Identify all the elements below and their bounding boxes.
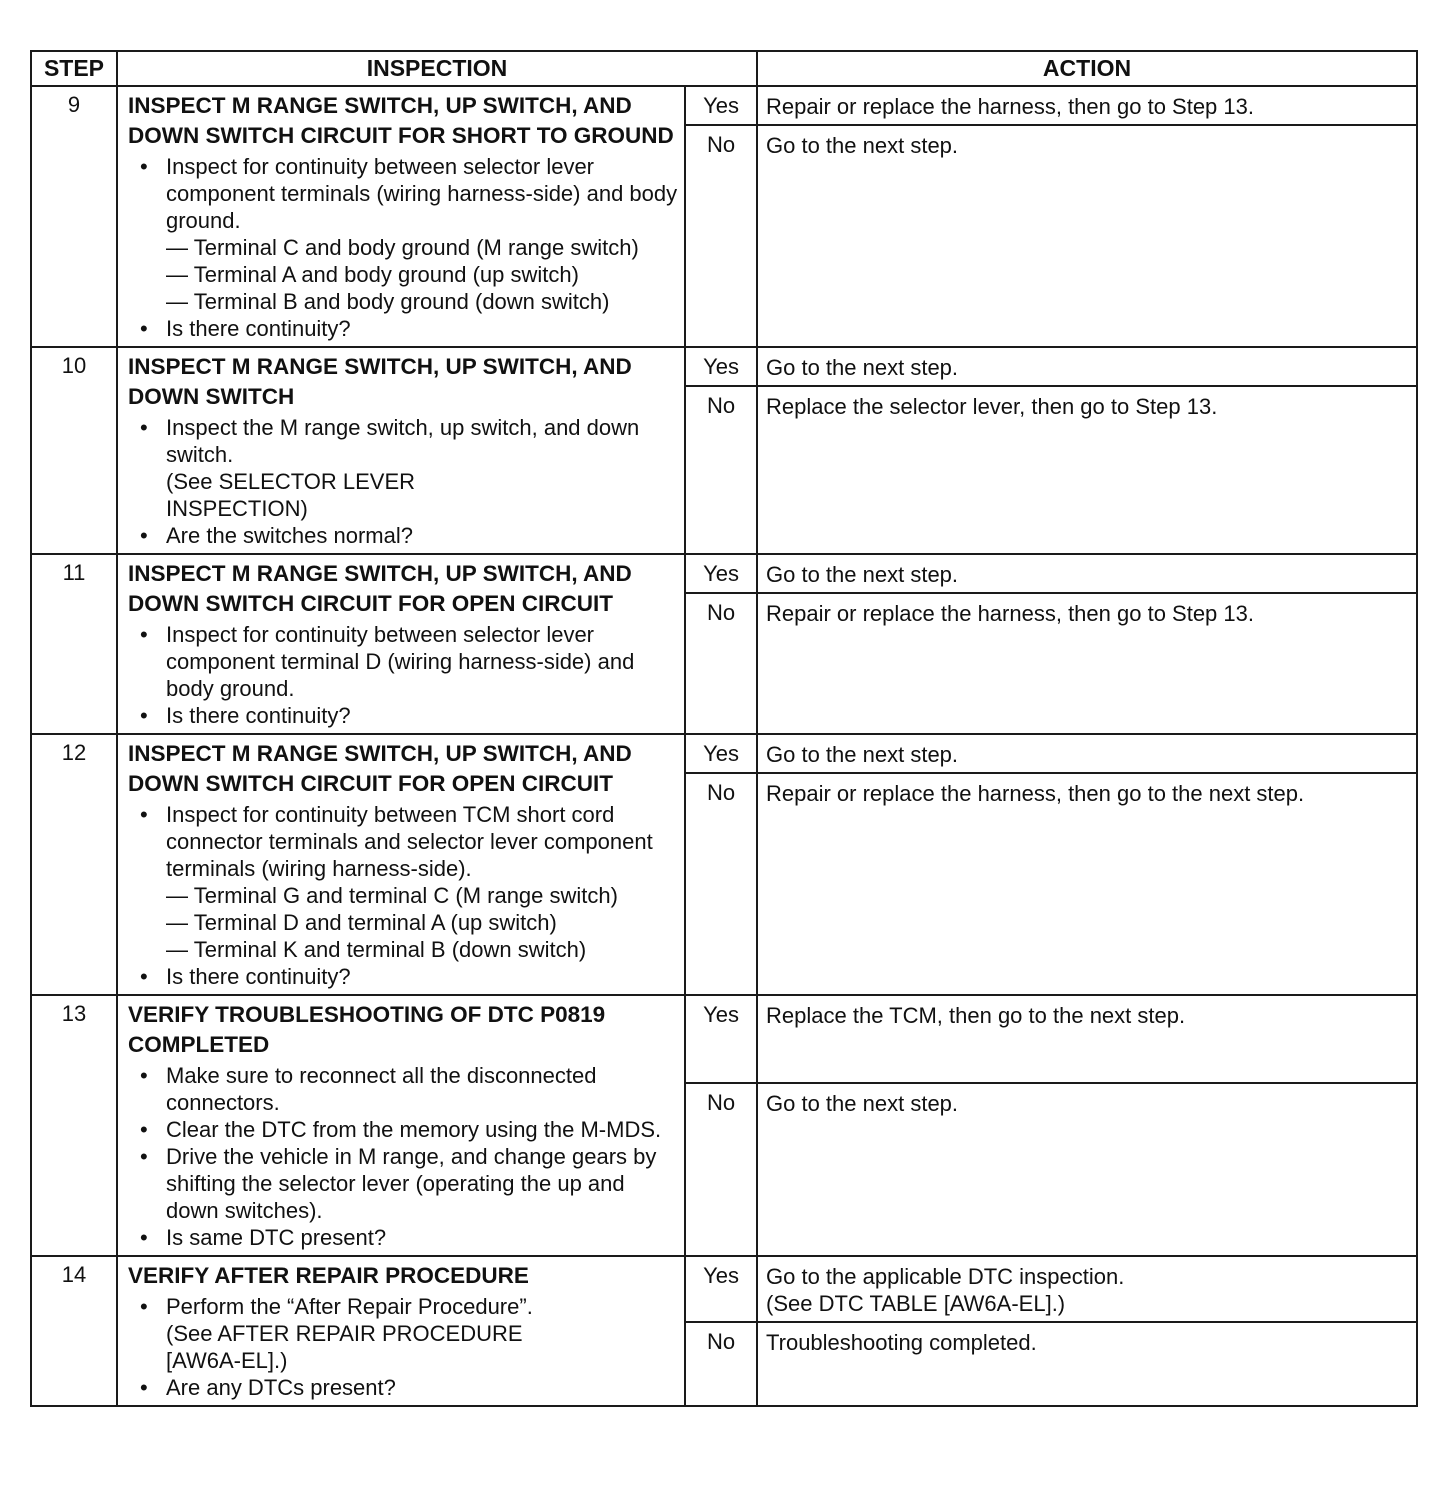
troubleshooting-table: [30, 50, 1418, 1407]
question-item: • Are the switches normal?: [128, 522, 678, 549]
step-number: 14: [31, 1256, 117, 1406]
table-row: [31, 1256, 1417, 1322]
step-number: 11: [31, 554, 117, 734]
inspection-title: INSPECT M RANGE SWITCH, UP SWITCH, AND DOWN SWITCH CIRCUIT FOR OPEN CIRCUIT: [128, 561, 632, 616]
table-row: [31, 347, 1417, 386]
yes-action: Go to the next step.: [757, 554, 1417, 593]
yes-label: Yes: [685, 734, 757, 773]
yes-action: Go to the next step.: [757, 347, 1417, 386]
action-header: ACTION: [757, 51, 1417, 86]
question-item: • Is same DTC present?: [128, 1224, 678, 1251]
step-number: 10: [31, 347, 117, 554]
inspection-cell: [117, 1256, 685, 1406]
inspection-cell: [117, 86, 685, 347]
bullet-item: [128, 801, 678, 963]
bullet-text: Inspect the M range switch, up switch, and down switch.: [166, 415, 640, 467]
no-label: No: [685, 1322, 757, 1406]
step-number: 13: [31, 995, 117, 1256]
bullet-item: • Clear the DTC from the memory using the M-MDS.: [128, 1116, 678, 1143]
inspection-header: INSPECTION: [117, 51, 757, 86]
reference-note: (See SELECTOR LEVER: [166, 469, 416, 494]
sub-item: — Terminal K and terminal B (down switch): [166, 937, 587, 962]
header-row: [31, 51, 1417, 86]
inspection-cell: [117, 734, 685, 995]
bullet-item: [128, 153, 678, 315]
inspection-cell: [117, 995, 685, 1256]
step-number: 12: [31, 734, 117, 995]
no-label: No: [685, 386, 757, 554]
question-item: • Are any DTCs present?: [128, 1374, 678, 1401]
reference-note: [AW6A-EL].): [166, 1348, 288, 1373]
sub-item: — Terminal A and body ground (up switch): [166, 262, 579, 287]
question-item: • Is there continuity?: [128, 963, 678, 990]
table-row: [31, 995, 1417, 1083]
no-action: Replace the selector lever, then go to Step 13.: [757, 386, 1417, 554]
no-label: No: [685, 773, 757, 995]
bullet-text: Perform the “After Repair Procedure”.: [166, 1294, 533, 1319]
bullet-item: • Make sure to reconnect all the disconnected connectors.: [128, 1062, 678, 1116]
inspection-cell: [117, 554, 685, 734]
bullet-text: Inspect for continuity between TCM short cord connector terminals and selector lever component terminals (wiring harness-side).: [166, 802, 653, 881]
no-action: Troubleshooting completed.: [757, 1322, 1417, 1406]
question-item: • Is there continuity?: [128, 315, 678, 342]
inspection-title: VERIFY TROUBLESHOOTING OF DTC P0819 COMPLETED: [128, 1002, 606, 1057]
yes-action-note: (See DTC TABLE [AW6A-EL].): [766, 1291, 1066, 1316]
sub-item: — Terminal G and terminal C (M range switch): [166, 883, 618, 908]
no-label: No: [685, 125, 757, 347]
no-action: Repair or replace the harness, then go to the next step.: [757, 773, 1417, 995]
yes-label: Yes: [685, 1256, 757, 1322]
sub-item: — Terminal C and body ground (M range switch): [166, 235, 639, 260]
bullet-item: [128, 414, 678, 522]
sub-item: — Terminal D and terminal A (up switch): [166, 910, 557, 935]
inspection-title: INSPECT M RANGE SWITCH, UP SWITCH, AND DOWN SWITCH CIRCUIT FOR OPEN CIRCUIT: [128, 741, 632, 796]
yes-action: Repair or replace the harness, then go to Step 13.: [757, 86, 1417, 125]
yes-label: Yes: [685, 86, 757, 125]
inspection-title: INSPECT M RANGE SWITCH, UP SWITCH, AND DOWN SWITCH: [128, 354, 632, 409]
yes-label: Yes: [685, 347, 757, 386]
question-item: • Is there continuity?: [128, 702, 678, 729]
bullet-item: [128, 1293, 678, 1374]
inspection-cell: [117, 347, 685, 554]
no-label: No: [685, 1083, 757, 1256]
troubleshooting-sheet: [30, 50, 1416, 1407]
no-action: Go to the next step.: [757, 125, 1417, 347]
table-row: [31, 554, 1417, 593]
table-row: [31, 734, 1417, 773]
reference-note: (See AFTER REPAIR PROCEDURE: [166, 1321, 523, 1346]
bullet-item: • Drive the vehicle in M range, and change gears by shifting the selector lever (operating the up and down switches).: [128, 1143, 678, 1224]
bullet-item: • Inspect for continuity between selector lever component terminal D (wiring harness-side) and body ground.: [128, 621, 678, 702]
reference-note: INSPECTION): [166, 496, 308, 521]
inspection-title: INSPECT M RANGE SWITCH, UP SWITCH, AND DOWN SWITCH CIRCUIT FOR SHORT TO GROUND: [128, 93, 674, 148]
yes-label: Yes: [685, 554, 757, 593]
step-header: STEP: [31, 51, 117, 86]
no-action: Repair or replace the harness, then go to Step 13.: [757, 593, 1417, 734]
yes-action: Go to the next step.: [757, 734, 1417, 773]
inspection-title: VERIFY AFTER REPAIR PROCEDURE: [128, 1263, 529, 1288]
yes-label: Yes: [685, 995, 757, 1083]
yes-action-text: Go to the applicable DTC inspection.: [766, 1264, 1125, 1289]
yes-action: Replace the TCM, then go to the next step.: [757, 995, 1417, 1083]
no-label: No: [685, 593, 757, 734]
sub-item: — Terminal B and body ground (down switch): [166, 289, 610, 314]
bullet-text: Inspect for continuity between selector lever component terminals (wiring harness-side) and body ground.: [166, 154, 678, 233]
no-action: Go to the next step.: [757, 1083, 1417, 1256]
step-number: 9: [31, 86, 117, 347]
yes-action: [757, 1256, 1417, 1322]
table-row: [31, 86, 1417, 125]
